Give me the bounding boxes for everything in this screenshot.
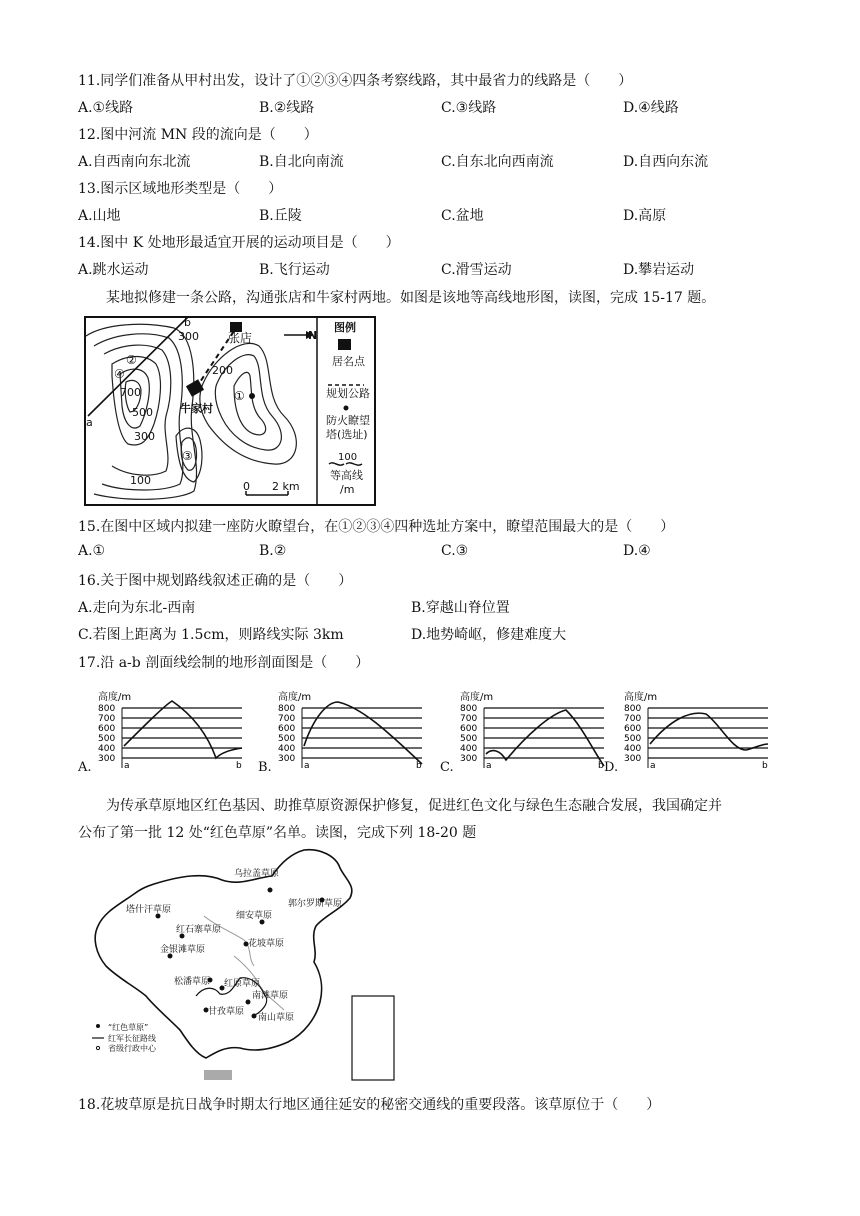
q17-stem: 17.沿 a-b 剖面线绘制的地形剖面图是（ ）	[78, 655, 370, 671]
contour-label-700: 700	[120, 386, 141, 399]
contour-label-300a: 300	[178, 330, 199, 343]
profile-tick-label: 300	[624, 754, 642, 764]
profile-ylabel: 高度/m	[98, 692, 132, 703]
profile-tick-label: 600	[624, 724, 642, 734]
profile-tick-label: 700	[278, 714, 296, 724]
q12-option-b[interactable]: B.自北向南流	[259, 154, 344, 170]
q15-option-c[interactable]: C.③	[441, 543, 469, 559]
q16-stem: 16.关于图中规划路线叙述正确的是（ ）	[78, 573, 353, 589]
profile-chart-b	[272, 688, 432, 774]
scale-zero: 0	[243, 480, 250, 493]
q12-option-a[interactable]: A.自西南向东北流	[78, 154, 191, 170]
profile-tick-label: 800	[460, 704, 478, 714]
q15-option-b[interactable]: B.②	[259, 543, 287, 559]
contour-map	[84, 316, 376, 506]
q14-option-d[interactable]: D.攀岩运动	[623, 262, 695, 278]
profile-tick-label: 500	[624, 734, 642, 744]
map-label-niujiacun: 牛家村	[180, 402, 213, 415]
profile-tick-label: 600	[278, 724, 296, 734]
north-label: N	[308, 329, 318, 342]
legend-red-grassland: “红色草原”	[108, 1023, 149, 1032]
q11-option-b[interactable]: B.②线路	[259, 100, 315, 116]
legend-settlement: 居名点	[332, 355, 365, 368]
profile-endpoint-a: a	[650, 761, 656, 771]
profile-tick-label: 600	[98, 724, 116, 734]
q11-option-c[interactable]: C.③线路	[441, 100, 497, 116]
place-wulagai: 乌拉盖草原	[234, 869, 280, 879]
profile-tick-label: 500	[98, 734, 116, 744]
q15-option-a[interactable]: A.①	[78, 543, 106, 559]
contour-label-300b: 300	[134, 430, 155, 443]
legend-provincial-capital: 省级行政中心	[108, 1044, 156, 1053]
profile-endpoint-a: a	[304, 761, 310, 771]
legend-red-army-route: 红军长征路线	[108, 1034, 156, 1043]
china-red-grassland-map	[84, 846, 396, 1082]
place-xian: 细安草原	[236, 911, 273, 921]
profile-curve	[124, 701, 242, 758]
legend-road: 规划公路	[326, 387, 370, 400]
q16-option-c[interactable]: C.若图上距离为 1.5cm，则路线实际 3km	[78, 627, 344, 643]
map-label-zhangdian: 张店	[228, 331, 253, 345]
contour-label-200: 200	[212, 364, 233, 377]
profile-tick-label: 300	[278, 754, 296, 764]
profile-tick-label: 800	[278, 704, 296, 714]
q14-option-b[interactable]: B.飞行运动	[259, 262, 330, 278]
profile-endpoint-a: a	[486, 761, 492, 771]
q12-stem: 12.图中河流 MN 段的流向是（ ）	[78, 127, 318, 143]
q14-option-c[interactable]: C.滑雪运动	[441, 262, 512, 278]
place-tashihan: 塔什汗草原	[126, 905, 172, 915]
site-2-label: ②	[126, 353, 137, 367]
q14-option-a[interactable]: A.跳水运动	[78, 262, 149, 278]
q11-stem: 11.同学们准备从甲村出发，设计了①②③④四条考察线路，其中最省力的线路是（ ）	[78, 73, 633, 89]
q13-option-c[interactable]: C.盆地	[441, 208, 484, 224]
legend-contour-line1: 等高线	[330, 469, 363, 482]
q13-options	[78, 205, 778, 225]
q11-options	[78, 97, 778, 117]
profile-tick-label: 400	[624, 744, 642, 754]
profile-option-d[interactable]: D.	[604, 760, 619, 775]
place-nanshan: 南山草原	[258, 1013, 295, 1023]
profile-option-c[interactable]: C.	[440, 760, 454, 775]
q15-option-d[interactable]: D.④	[623, 543, 651, 559]
q13-option-a[interactable]: A.山地	[78, 208, 121, 224]
q12-options	[78, 151, 778, 171]
profile-tick-label: 700	[98, 714, 116, 724]
q18-stem: 18.花坡草原是抗日战争时期太行地区通往延安的秘密交通线的重要段落。该草原位于（ ）	[78, 1097, 661, 1113]
site-3-label: ③	[182, 449, 193, 463]
profile-curve	[650, 713, 768, 750]
profile-option-a[interactable]: A.	[78, 760, 92, 775]
scale-2km: 2 km	[272, 480, 300, 493]
profile-tick-label: 600	[460, 724, 478, 734]
profile-tick-label: 400	[98, 744, 116, 754]
place-ganzi: 甘孜草原	[208, 1007, 245, 1017]
profile-chart-a	[92, 688, 252, 774]
legend-title: 图例	[334, 321, 356, 334]
q16-option-a[interactable]: A.走向为东北-西南	[78, 600, 196, 616]
q11-option-a[interactable]: A.①线路	[78, 100, 134, 116]
passage-18-20-line2: 公布了第一批 12 处“红色草原”名单。读图，完成下列 18-20 题	[78, 825, 477, 841]
q16-option-b[interactable]: B.穿越山脊位置	[411, 600, 510, 616]
place-nantan: 南滩草原	[252, 991, 289, 1001]
profile-option-b[interactable]: B.	[258, 760, 272, 775]
q16-options-row1	[78, 597, 778, 617]
q15-options	[78, 543, 778, 563]
q13-option-d[interactable]: D.高原	[623, 208, 667, 224]
legend-tower-line2: 塔(选址)	[326, 428, 368, 441]
q13-stem: 13.图示区域地形类型是（ ）	[78, 181, 283, 197]
profile-ylabel: 高度/m	[278, 692, 312, 703]
q14-stem: 14.图中 K 处地形最适宜开展的运动项目是（ ）	[78, 235, 400, 251]
place-huapo: 花坡草原	[248, 939, 285, 949]
profile-chart-c	[454, 688, 614, 774]
place-hongyuan: 红原草原	[224, 979, 261, 989]
place-hongshizhai: 红石寨草原	[176, 925, 222, 935]
q13-option-b[interactable]: B.丘陵	[259, 208, 302, 224]
profile-endpoint-b: b	[762, 761, 768, 771]
profile-endpoint-b: b	[598, 761, 604, 771]
profile-chart-d	[618, 688, 778, 774]
profile-tick-label: 400	[460, 744, 478, 754]
profile-tick-label: 800	[98, 704, 116, 714]
profile-endpoint-b: b	[236, 761, 242, 771]
site-4-label: ④	[114, 367, 125, 381]
passage-15-17: 某地拟修建一条公路，沟通张店和牛家村两地。如图是该地等高线地形图，读图，完成 15-17 题。	[106, 290, 716, 306]
place-jinyintan: 金银滩草原	[160, 945, 206, 955]
profile-tick-label: 700	[624, 714, 642, 724]
profile-endpoint-a: a	[124, 761, 130, 771]
profile-curve	[304, 702, 422, 764]
point-b: b	[184, 316, 191, 329]
passage-18-20-line1: 为传承草原地区红色基因、助推草原资源保护修复，促进红色文化与绿色生态融合发展，我国确定并	[106, 798, 722, 814]
profile-endpoint-b: b	[416, 761, 422, 771]
profile-tick-label: 300	[460, 754, 478, 764]
profile-tick-label: 500	[278, 734, 296, 744]
point-a: a	[86, 416, 93, 429]
place-guoerluosi: 郭尔罗斯草原	[288, 899, 343, 909]
place-songpan: 松潘草原	[174, 977, 211, 987]
q16-option-d[interactable]: D.地势崎岖，修建难度大	[411, 627, 567, 643]
profile-tick-label: 700	[460, 714, 478, 724]
legend-contour-value: 100	[338, 452, 358, 463]
profile-tick-label: 400	[278, 744, 296, 754]
site-1-label: ①	[234, 389, 245, 403]
profile-ylabel: 高度/m	[460, 692, 494, 703]
profile-tick-label: 300	[98, 754, 116, 764]
q16-options-row2	[78, 624, 778, 644]
contour-label-500: 500	[132, 406, 153, 419]
contour-label-100: 100	[130, 474, 151, 487]
profile-tick-label: 500	[460, 734, 478, 744]
q11-option-d[interactable]: D.④线路	[623, 100, 679, 116]
q12-option-c[interactable]: C.自东北向西南流	[441, 154, 554, 170]
q15-stem: 15.在图中区域内拟建一座防火瞭望台，在①②③④四种选址方案中，瞭望范围最大的是（ ）	[78, 519, 675, 535]
q12-option-d[interactable]: D.自西向东流	[623, 154, 709, 170]
profile-tick-label: 800	[624, 704, 642, 714]
profile-ylabel: 高度/m	[624, 692, 658, 703]
legend-tower-line1: 防火瞭望	[326, 414, 370, 427]
q14-options	[78, 259, 778, 279]
legend-contour-line2: /m	[340, 483, 355, 496]
